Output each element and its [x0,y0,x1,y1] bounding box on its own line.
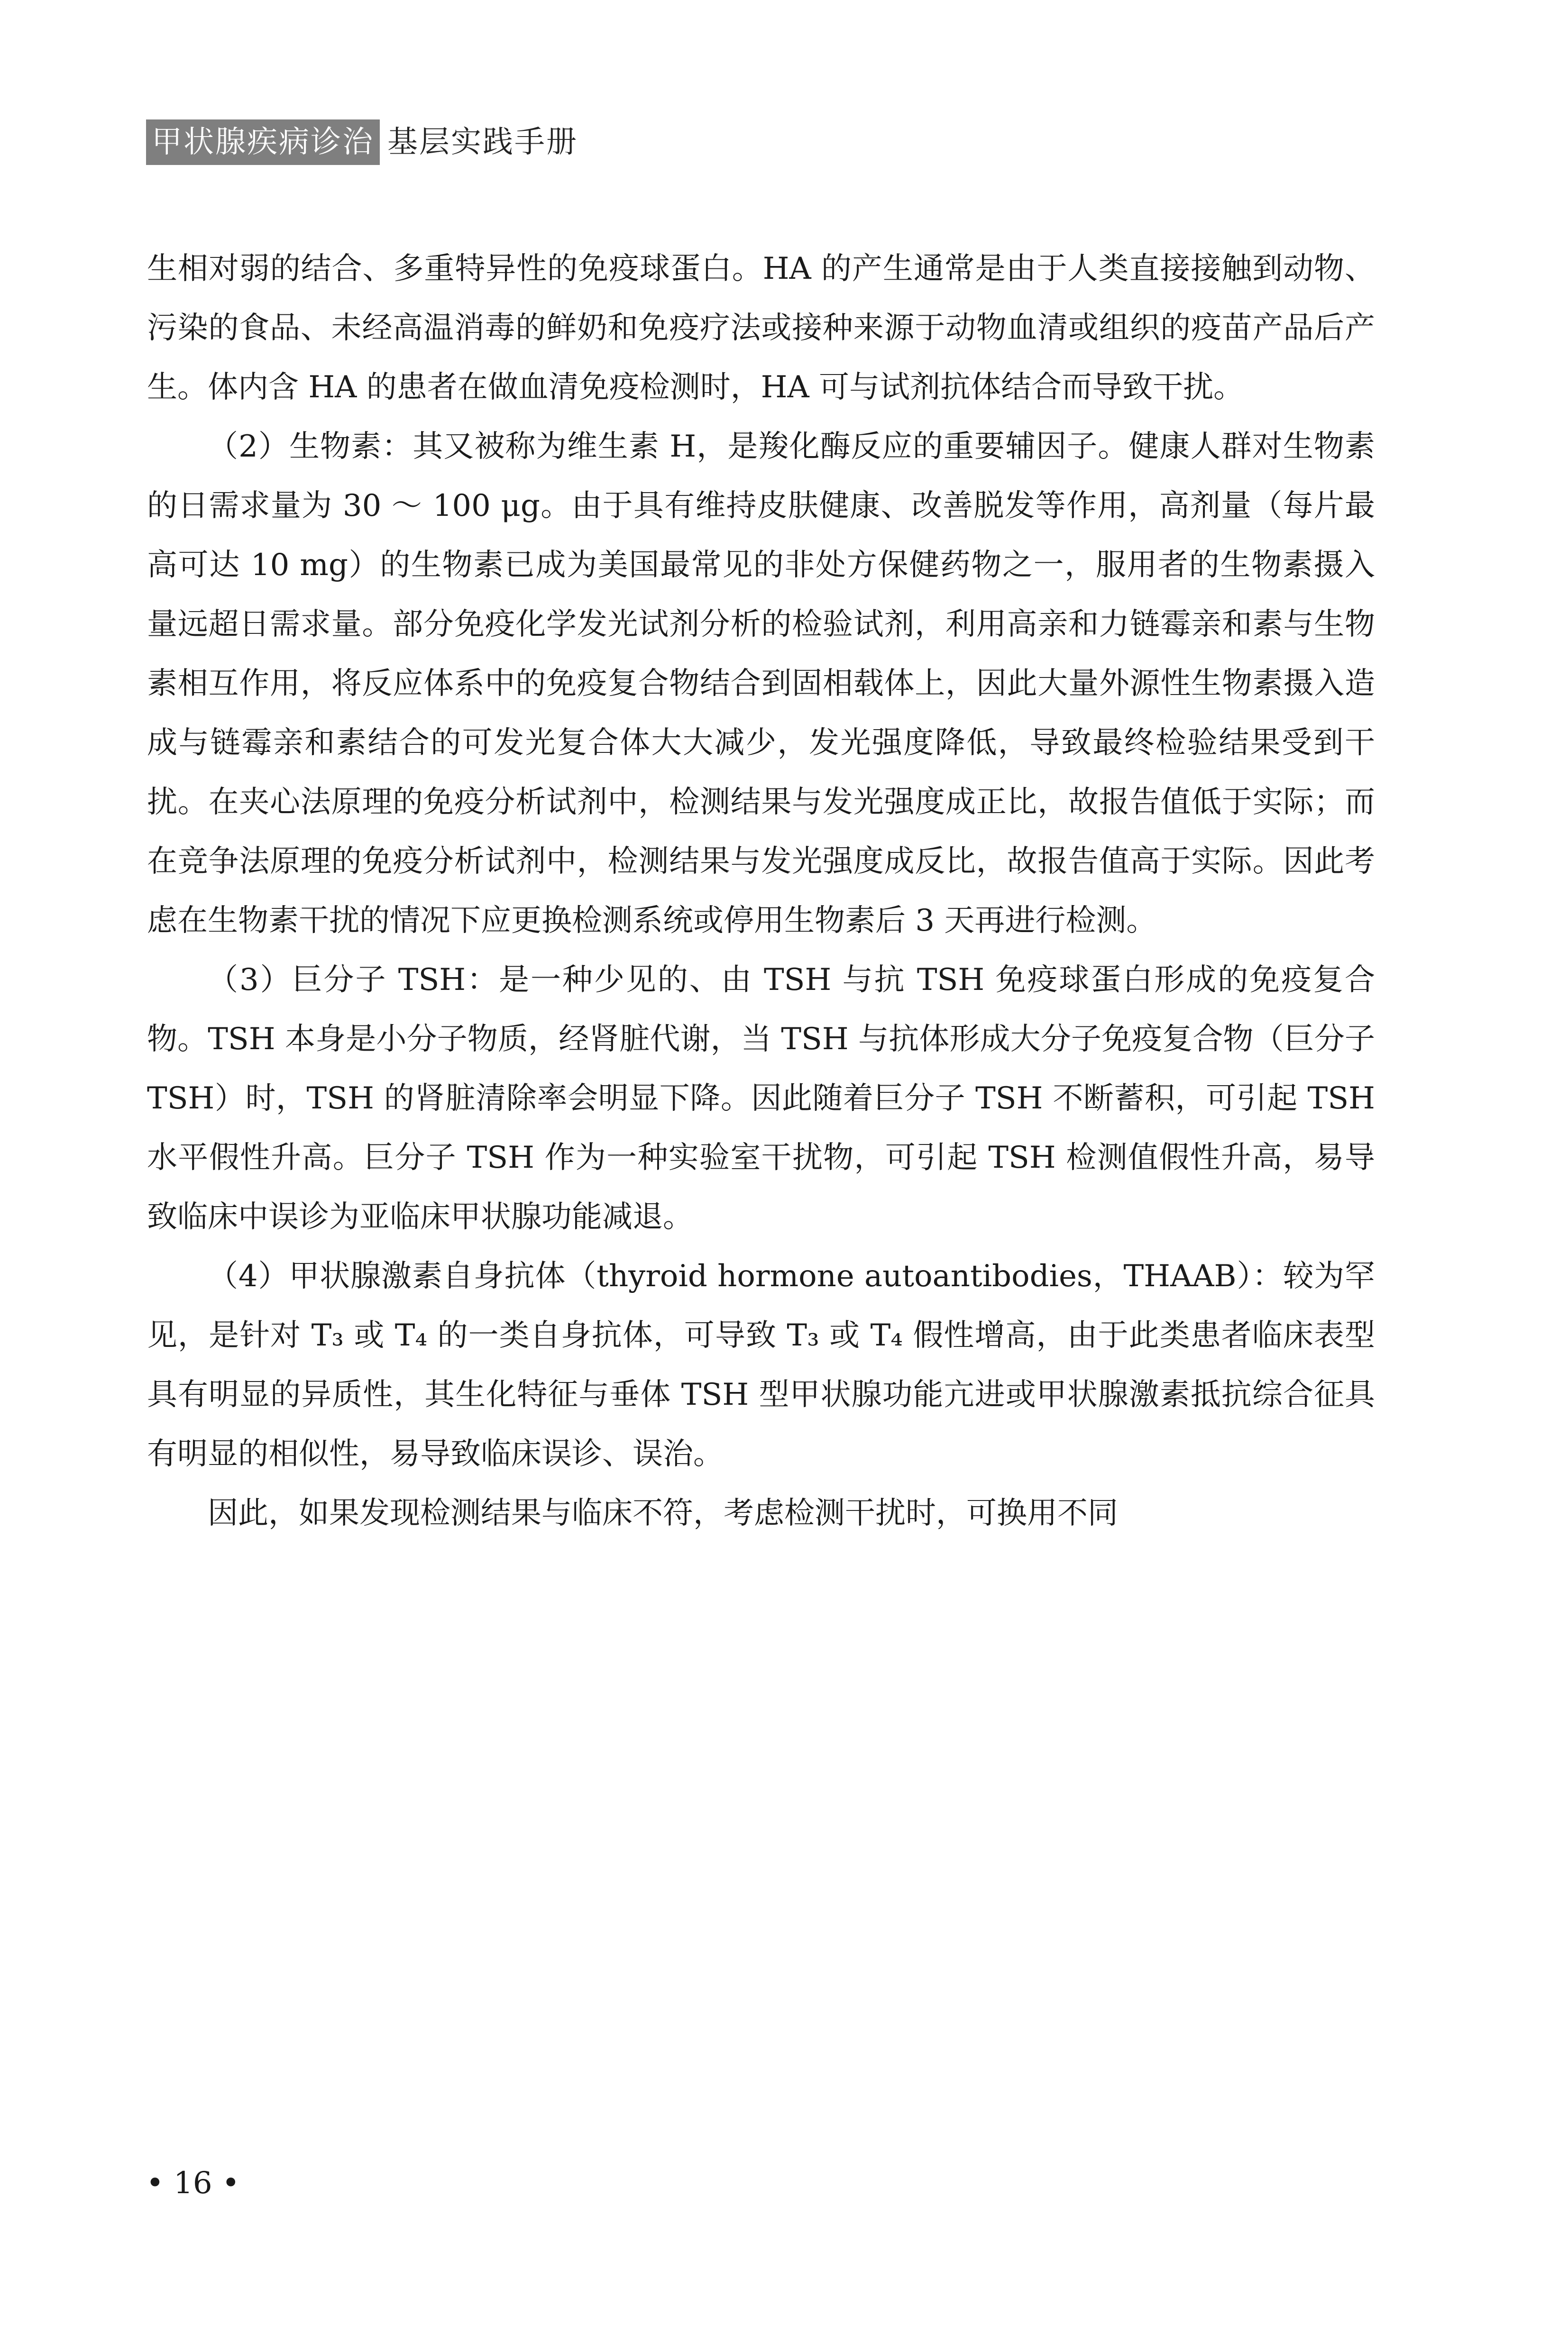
running-header [146,119,578,165]
paragraph-biotin: （2）生物素：其又被称为维生素 H，是羧化酶反应的重要辅因子。健康人群对生物素的日需求量为 30 ～ 100 μg。由于具有维持皮肤健康、改善脱发等作用，高剂量（每片最高可达 10 mg）的生物素已成为美国最常见的非处方保健药物之一，服用者的生物素摄入量远超日需求量。部分免疫化学发光试剂分析的检验试剂，利用高亲和力链霉亲和素与生物素相互作用，将反应体系中的免疫复合物结合到固相载体上，因此大量外源性生物素摄入造成与链霉亲和素结合的可发光复合体大大减少，发光强度降低，导致最终检验结果受到干扰。在夹心法原理的免疫分析试剂中，检测结果与发光强度成正比，故报告值低于实际；而在竞争法原理的免疫分析试剂中，检测结果与发光强度成反比，故报告值高于实际。因此考虑在生物素干扰的情况下应更换检测系统或停用生物素后 3 天再进行检测。 [147,429,1375,938]
paragraph-conclusion: 因此，如果发现检测结果与临床不符，考虑检测干扰时，可换用不同 [208,1496,1118,1531]
page-number: • 16 • [146,2166,240,2201]
paragraph-thaab: （4）甲状腺激素自身抗体（thyroid hormone autoantibodies，THAAB）：较为罕见，是针对 T₃ 或 T₄ 的一类自身抗体，可导致 T₃ 或 T₄ 假性增高，由于此类患者临床表型具有明显的异质性，其生化特征与垂体 TSH 型甲状腺功能亢进或甲状腺激素抵抗综合征具有明显的相似性，易导致临床误诊、误治。 [147,1259,1375,1472]
book-title: 基层实践手册 [387,125,578,160]
body-text [147,239,1375,1543]
book-series-tag: 甲状腺疾病诊治 [146,119,380,165]
paragraph-macro-tsh: （3）巨分子 TSH：是一种少见的、由 TSH 与抗 TSH 免疫球蛋白形成的免疫复合物。TSH 本身是小分子物质，经肾脏代谢，当 TSH 与抗体形成大分子免疫复合物（巨分子 TSH）时，TSH 的肾脏清除率会明显下降。因此随着巨分子 TSH 不断蓄积，可引起 TSH 水平假性升高。巨分子 TSH 作为一种实验室干扰物，可引起 TSH 检测值假性升高，易导致临床中误诊为亚临床甲状腺功能减退。 [147,962,1375,1235]
paragraph-ha-continuation: 生相对弱的结合、多重特异性的免疫球蛋白。HA 的产生通常是由于人类直接接触到动物、污染的食品、未经高温消毒的鲜奶和免疫疗法或接种来源于动物血清或组织的疫苗产品后产生。体内含 HA 的患者在做血清免疫检测时，HA 可与试剂抗体结合而导致干扰。 [147,251,1375,405]
